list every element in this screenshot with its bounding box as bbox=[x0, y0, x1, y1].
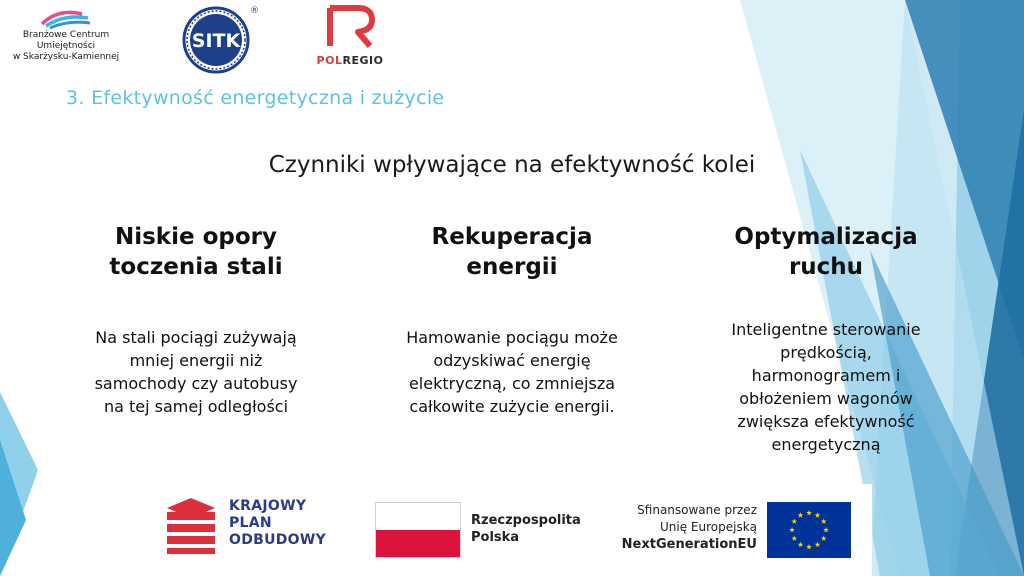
polregio-logo-text: POLREGIO bbox=[316, 54, 384, 67]
kpo-emblem-icon bbox=[167, 498, 221, 556]
rzeczpospolita-polska-text: Rzeczpospolita Polska bbox=[471, 513, 581, 545]
eu-funding-text: Sfinansowane przez Unię Europejską NextGenerationEU bbox=[621, 503, 757, 552]
bcu-logo-line-1: Branżowe Centrum bbox=[22, 30, 110, 40]
bcu-logo bbox=[10, 4, 122, 74]
column-energy-recuperation bbox=[372, 222, 652, 418]
sitk-logo bbox=[180, 4, 258, 78]
sitk-logo-text: SITK bbox=[191, 30, 241, 52]
eu-flag-icon bbox=[767, 502, 851, 558]
column-body: Inteligentne sterowanie prędkością, harmonogramem i obłożeniem wagonów zwiększa efektywność energetyczną bbox=[731, 320, 921, 454]
polregio-logo bbox=[310, 4, 390, 68]
main-heading: Czynniki wpływające na efektywność kolei bbox=[268, 152, 756, 178]
kpo-logo-text: KRAJOWY PLAN ODBUDOWY bbox=[229, 498, 327, 548]
bcu-logo-line-2: Umiejętności bbox=[36, 41, 96, 51]
kpo-logo bbox=[167, 498, 221, 560]
section-title: 3. Efektywność energetyczna i zużycie bbox=[66, 87, 445, 109]
column-title: Rekuperacja energii bbox=[431, 224, 593, 280]
poland-flag-icon bbox=[375, 502, 461, 558]
column-body: Na stali pociągi zużywają mniej energii niż samochody czy autobusy na tej samej odległości bbox=[94, 328, 298, 416]
column-body: Hamowanie pociągu może odzyskiwać energię elektryczną, co zmniejsza całkowite zużycie energii. bbox=[406, 328, 618, 416]
column-traffic-optimization bbox=[688, 222, 964, 456]
polregio-emblem-icon bbox=[318, 4, 382, 48]
sitk-registered-mark: ® bbox=[250, 6, 259, 16]
footer-funding-logos bbox=[155, 484, 872, 576]
column-low-rolling-resistance bbox=[56, 222, 336, 418]
bcu-logo-line-3: w Skarżysku-Kamiennej bbox=[12, 52, 120, 62]
bcu-emblem-icon bbox=[38, 4, 94, 30]
column-title: Niskie opory toczenia stali bbox=[109, 224, 283, 280]
column-title: Optymalizacja ruchu bbox=[734, 224, 918, 280]
